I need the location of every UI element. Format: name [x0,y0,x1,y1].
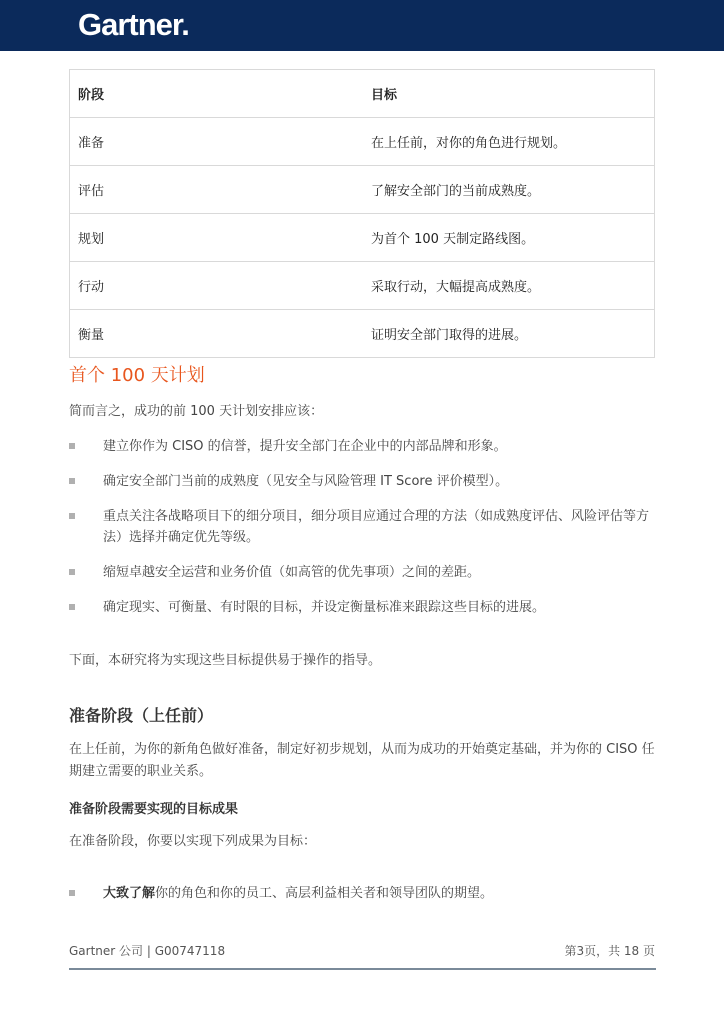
table-row [70,214,655,262]
table-cell-phase: 准备 [70,118,364,166]
table-cell-goal: 了解安全部门的当前成熟度。 [363,166,655,214]
bullet-square-icon [69,513,75,519]
table-header-goal: 目标 [363,70,655,118]
bullet-square-icon [69,569,75,575]
table-cell-phase: 评估 [70,166,364,214]
list-item: 重点关注各战略项目下的细分项目，细分项目应通过合理的方法（如成熟度评估、风险评估等方法）选择并确定优先等级。 [69,506,659,548]
prep-subintro: 在准备阶段，你要以实现下列成果为目标： [69,834,317,849]
bullet-square-icon [69,890,75,896]
table-row [70,310,655,358]
table-header-row [70,70,655,118]
bullet-square-icon [69,443,75,449]
footer-company-doc-id: Gartner 公司 | G00747118 [69,944,226,958]
gartner-logo: Gartner. [78,7,189,42]
table-cell-goal: 在上任前，对你的角色进行规划。 [363,118,655,166]
plan-intro: 简而言之，成功的前 100 天计划安排应该： [69,404,324,419]
list-item: 大致了解你的角色和你的员工、高层利益相关者和领导团队的期望。 [69,883,659,904]
plan-outro: 下面，本研究将为实现这些目标提供易于操作的指导。 [69,653,382,668]
table-cell-phase: 规划 [70,214,364,262]
bullet-square-icon [69,604,75,610]
table-header-phase: 阶段 [70,70,364,118]
table-cell-phase: 衡量 [70,310,364,358]
table-cell-phase: 行动 [70,262,364,310]
prep-bullet-list [69,883,659,904]
table-row [70,118,655,166]
prep-subheading: 准备阶段需要实现的目标成果 [69,802,239,817]
phases-table [69,69,655,358]
bullet-square-icon [69,478,75,484]
list-item: 确定现实、可衡量、有时限的目标，并设定衡量标准来跟踪这些目标的进展。 [69,597,659,618]
table-cell-goal: 证明安全部门取得的进展。 [363,310,655,358]
plan-bullet-list [69,436,659,632]
prep-heading: 准备阶段（上任前） [69,706,214,725]
table-row [70,166,655,214]
footer-divider [69,968,656,970]
footer-page-number: 第3页，共 18 页 [564,944,655,958]
table-row [70,262,655,310]
table-cell-goal: 采取行动，大幅提高成熟度。 [363,262,655,310]
list-item: 确定安全部门当前的成熟度（见安全与风险管理 IT Score 评价模型）。 [69,471,659,492]
prep-intro: 在上任前，为你的新角色做好准备，制定好初步规划，从而为成功的开始奠定基础，并为你的 CISO 任期建立需要的职业关系。 [69,742,655,779]
list-item: 缩短卓越安全运营和业务价值（如高管的优先事项）之间的差距。 [69,562,659,583]
plan-heading: 首个 100 天计划 [69,365,205,386]
list-item: 建立你作为 CISO 的信誉，提升安全部门在企业中的内部品牌和形象。 [69,436,659,457]
page-header [0,0,724,51]
table-cell-goal: 为首个 100 天制定路线图。 [363,214,655,262]
